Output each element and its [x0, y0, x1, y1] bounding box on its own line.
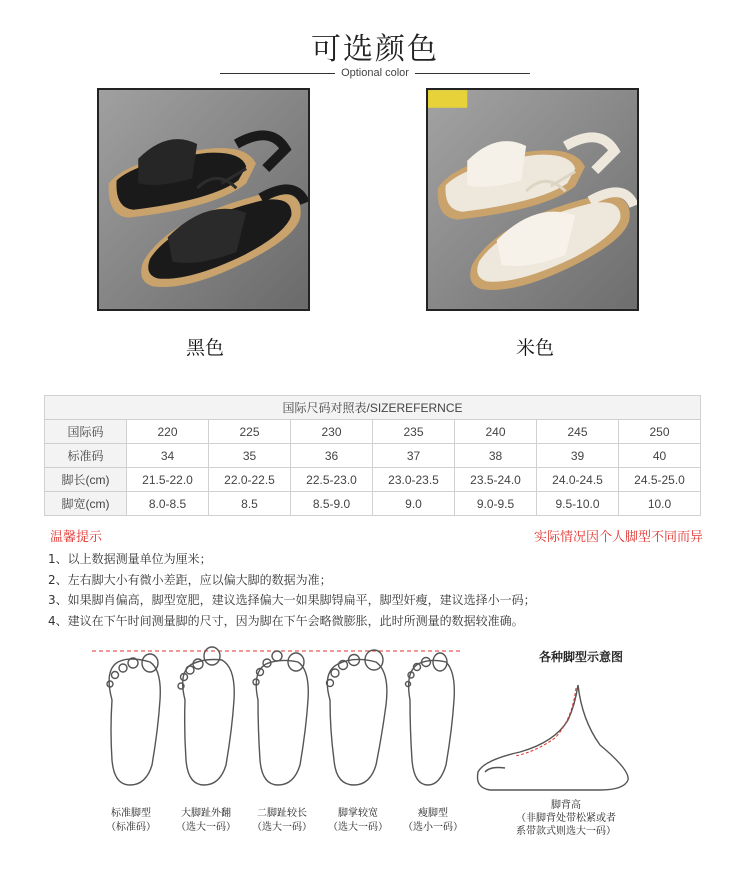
table-cell: 240: [455, 420, 537, 444]
page-title: 可选颜色: [311, 32, 439, 67]
table-cell: 220: [127, 420, 209, 444]
table-cell: 8.5: [209, 492, 291, 516]
foot-types-illustration: [0, 640, 750, 877]
arch-label: [496, 799, 636, 838]
table-cell: 34: [127, 444, 209, 468]
foot-type-name: 大脚趾外翻: [181, 808, 231, 819]
table-cell: 250: [619, 420, 701, 444]
foot-type-advice: （选大一码）: [176, 822, 236, 833]
note-item: 3、如果脚肖偏高，脚型宽肥，建议选择偏大一如果脚锝扁平，脚型奸瘦，建议选择小一码；: [48, 593, 536, 607]
foot-type-name: 瘦脚型: [418, 808, 448, 819]
foot-type-advice: （标准码）: [106, 822, 156, 833]
foot-type-slim: [388, 807, 478, 835]
product-photo-beige[interactable]: [426, 88, 639, 311]
foot-outline-bunion: [183, 660, 235, 786]
table-cell: 245: [537, 420, 619, 444]
product-photo-black[interactable]: [97, 88, 310, 311]
note-item: 4、建议在下午时间测量脚的尺寸，因为脚在下午会略微膨胀，此时所测量的数据较准确。: [48, 613, 524, 628]
table-cell: 24.5-25.0: [619, 468, 701, 492]
table-title-row: [45, 396, 701, 420]
foot-type-name: 标准脚型: [111, 808, 151, 819]
table-cell: 23.5-24.0: [455, 468, 537, 492]
note-item: 2、左右脚大小有微小差距，应以偏大脚的数据为准；: [48, 572, 332, 587]
foot-type-name: 脚掌较宽: [338, 808, 378, 819]
table-cell: 230: [291, 420, 373, 444]
table-title: 国际尺码对照表/SIZEREFERNCE: [45, 396, 701, 420]
foot-outline-long-second-toe: [256, 660, 308, 785]
table-cell: 10.0: [619, 492, 701, 516]
table-cell: 21.5-22.0: [127, 468, 209, 492]
tip-heading: 温馨提示: [50, 530, 103, 545]
table-cell: 23.0-23.5: [373, 468, 455, 492]
tip-disclaimer: 实际情况因个人脚型不同而异: [533, 530, 703, 545]
table-cell: 39: [537, 444, 619, 468]
color-label-black: 黑色: [185, 337, 224, 359]
color-label-beige: 米色: [515, 337, 554, 359]
page-subtitle: Optional color: [341, 67, 409, 79]
foot-outline-slim: [409, 660, 455, 785]
arch-title: 脚背高: [551, 800, 581, 811]
foot-type-advice: （选大一码）: [328, 822, 388, 833]
foot-outline-wide: [327, 659, 387, 785]
table-cell: 37: [373, 444, 455, 468]
table-cell: 22.0-22.5: [209, 468, 291, 492]
table-cell: 9.5-10.0: [537, 492, 619, 516]
row-label: 脚宽(cm): [45, 492, 127, 516]
foot-side-outline: [478, 685, 629, 790]
beige-sandal-illustration: [428, 90, 637, 309]
table-row: [45, 444, 701, 468]
divider-right: [415, 73, 530, 74]
table-cell: 9.0: [373, 492, 455, 516]
table-cell: 38: [455, 444, 537, 468]
table-cell: 235: [373, 420, 455, 444]
table-cell: 22.5-23.0: [291, 468, 373, 492]
table-cell: 8.5-9.0: [291, 492, 373, 516]
table-cell: 24.0-24.5: [537, 468, 619, 492]
foot-type-advice: （选大一码）: [252, 822, 312, 833]
table-cell: 40: [619, 444, 701, 468]
divider-left: [220, 73, 335, 74]
table-cell: 36: [291, 444, 373, 468]
table-cell: 35: [209, 444, 291, 468]
size-table: [44, 395, 701, 516]
black-sandal-illustration: [99, 90, 308, 309]
row-label: 国际码: [45, 420, 127, 444]
arch-note-line1: （非脚背处带松紧或者: [516, 813, 616, 824]
foot-type-name: 二脚趾较长: [257, 808, 307, 819]
table-row: [45, 492, 701, 516]
foot-type-advice: （选小一码）: [403, 822, 463, 833]
table-row: [45, 420, 701, 444]
arch-note-line2: 系带款式则选大一码）: [516, 826, 616, 837]
subtitle-row: [220, 64, 530, 82]
table-cell: 9.0-9.5: [455, 492, 537, 516]
table-cell: 225: [209, 420, 291, 444]
table-cell: 8.0-8.5: [127, 492, 209, 516]
notes-list: [48, 549, 536, 631]
row-label: 脚长(cm): [45, 468, 127, 492]
table-row: [45, 468, 701, 492]
note-item: 1、以上数据测量单位为厘米；: [48, 552, 212, 566]
diagram-title: 各种脚型示意图: [539, 650, 624, 664]
row-label: 标准码: [45, 444, 127, 468]
